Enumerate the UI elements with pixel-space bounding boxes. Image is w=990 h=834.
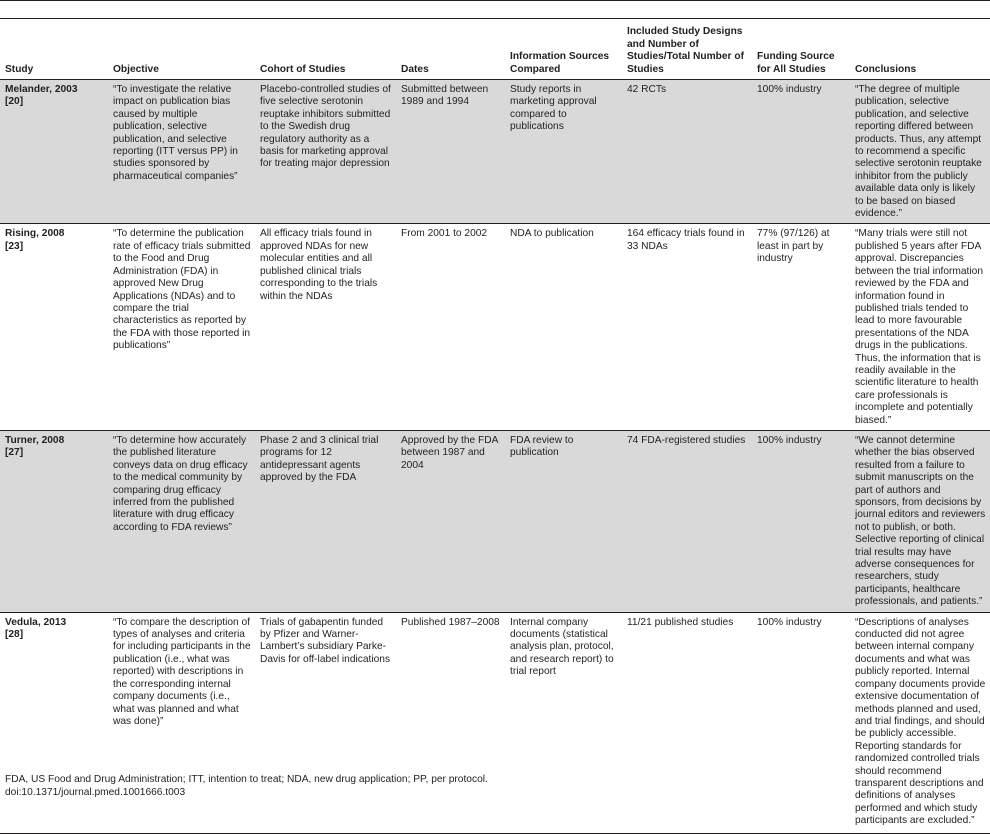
cell-funding-source: 100% industry [752,80,850,224]
cell-study [0,80,108,224]
cell-conclusions: “The degree of multiple publication, selective publication, and selective reporting differed between products. Thus, any attempt to recommend a specific selective serotonin reuptake inhibitor from the publicly available data only is likely to be based on biased evidence.” [850,80,990,224]
cell-conclusions: “We cannot determine whether the bias observed resulted from a failure to submit manuscripts on the part of authors and sponsors, from decisions by journal editors and reviewers not to publish, or both. Selective reporting of clinical trial results may have adverse consequences for researchers, study participants, healthcare professionals, and patients.” [850,430,990,612]
study-reference: [28] [5,629,24,641]
table-row [0,430,990,612]
cell-cohort: All efficacy trials found in approved NDAs for new molecular entities and all published clinical trials corresponding to the trials within the NDAs [255,224,396,431]
cell-dates: Published 1987–2008 [396,612,505,833]
header-objective: Objective [108,19,255,80]
cell-objective: “To compare the description of types of analyses and criteria for including participants in the publication (i.e., what was reported) with descriptions in the corresponding internal company documents (i.e., what was planned and what was done)” [108,612,255,833]
cell-funding-source: 100% industry [752,430,850,612]
study-reference: [23] [5,240,24,252]
cell-study-designs: 74 FDA-registered studies [622,430,752,612]
cell-dates: From 2001 to 2002 [396,224,505,431]
cell-cohort: Trials of gabapentin funded by Pfizer and Warner-Lambert’s subsidiary Parke-Davis for off-label indications [255,612,396,833]
cell-dates: Submitted between 1989 and 1994 [396,80,505,224]
header-study-designs: Included Study Designs and Number of Studies/Total Number of Studies [622,19,752,80]
cell-objective: “To determine the publication rate of efficacy trials submitted to the Food and Drug Administration (FDA) in approved New Drug Applications (NDAs) and to compare the trial characteristics as reported by the FDA with those reported in publications” [108,224,255,431]
cell-information-sources: FDA review to publication [505,430,622,612]
cell-study-designs: 164 efficacy trials found in 33 NDAs [622,224,752,431]
cell-study [0,224,108,431]
studies-table [0,18,990,834]
table-row [0,612,990,833]
cell-conclusions: “Descriptions of analyses conducted did not agree between internal company documents and what was publicly reported. Internal company documents provide extensive documentation of methods planned and used, and trial findings, and should be publicly accessible. Reporting standards for randomized controlled trials should recommend transparent descriptions and definitions of analyses performed and which study participants are excluded.” [850,612,990,833]
study-reference: [27] [5,447,24,459]
cell-objective: “To investigate the relative impact on publication bias caused by multiple publication, selective publication, and selective reporting (ITT versus PP) in studies sponsored by pharmaceutical companies” [108,80,255,224]
footnote-abbreviations: FDA, US Food and Drug Administration; ITT, intention to treat; NDA, new drug application; PP, per protocol. [5,774,488,785]
cell-cohort: Placebo-controlled studies of five selective serotonin reuptake inhibitors submitted to the Swedish drug regulatory authority as a basis for marketing approval for treating major depression [255,80,396,224]
cell-information-sources: NDA to publication [505,224,622,431]
cell-information-sources: Study reports in marketing approval compared to publications [505,80,622,224]
top-rule [0,0,990,1]
table-row [0,224,990,431]
study-name: Vedula, 2013 [5,616,67,628]
cell-funding-source: 77% (97/126) at least in part by industry [752,224,850,431]
study-reference: [20] [5,96,24,108]
header-row [0,19,990,80]
table-row [0,80,990,224]
cell-study-designs: 42 RCTs [622,80,752,224]
study-name: Turner, 2008 [5,434,65,446]
cell-information-sources: Internal company documents (statistical analysis plan, protocol, and research report) to trial report [505,612,622,833]
footnote-doi: doi:10.1371/journal.pmed.1001666.t003 [5,786,186,798]
header-dates: Dates [396,19,505,80]
study-name: Melander, 2003 [5,84,78,95]
cell-study [0,612,108,833]
cell-dates: Approved by the FDA between 1987 and 2004 [396,430,505,612]
cell-objective: “To determine how accurately the published literature conveys data on drug efficacy to the medical community by comparing drug efficacy inferred from the published literature with drug efficacy according to FDA reviews” [108,430,255,612]
cell-conclusions: “Many trials were still not published 5 years after FDA approval. Discrepancies between the trial information reviewed by the FDA and information found in published trials tended to lead to more favourable presentations of the NDA drugs in the publications. Thus, the information that is readily available in the scientific literature to health care professionals is incomplete and potentially biased.” [850,224,990,431]
table-footnote [5,774,985,799]
header-funding-source: Funding Source for All Studies [752,19,850,80]
cell-study [0,430,108,612]
header-information-sources: Information Sources Compared [505,19,622,80]
header-study: Study [0,19,108,80]
cell-study-designs: 11/21 published studies [622,612,752,833]
cell-funding-source: 100% industry [752,612,850,833]
header-cohort: Cohort of Studies [255,19,396,80]
header-conclusions: Conclusions [850,19,990,80]
study-name: Rising, 2008 [5,228,65,240]
table-container [0,18,990,834]
cell-cohort: Phase 2 and 3 clinical trial programs for 12 antidepressant agents approved by the FDA [255,430,396,612]
